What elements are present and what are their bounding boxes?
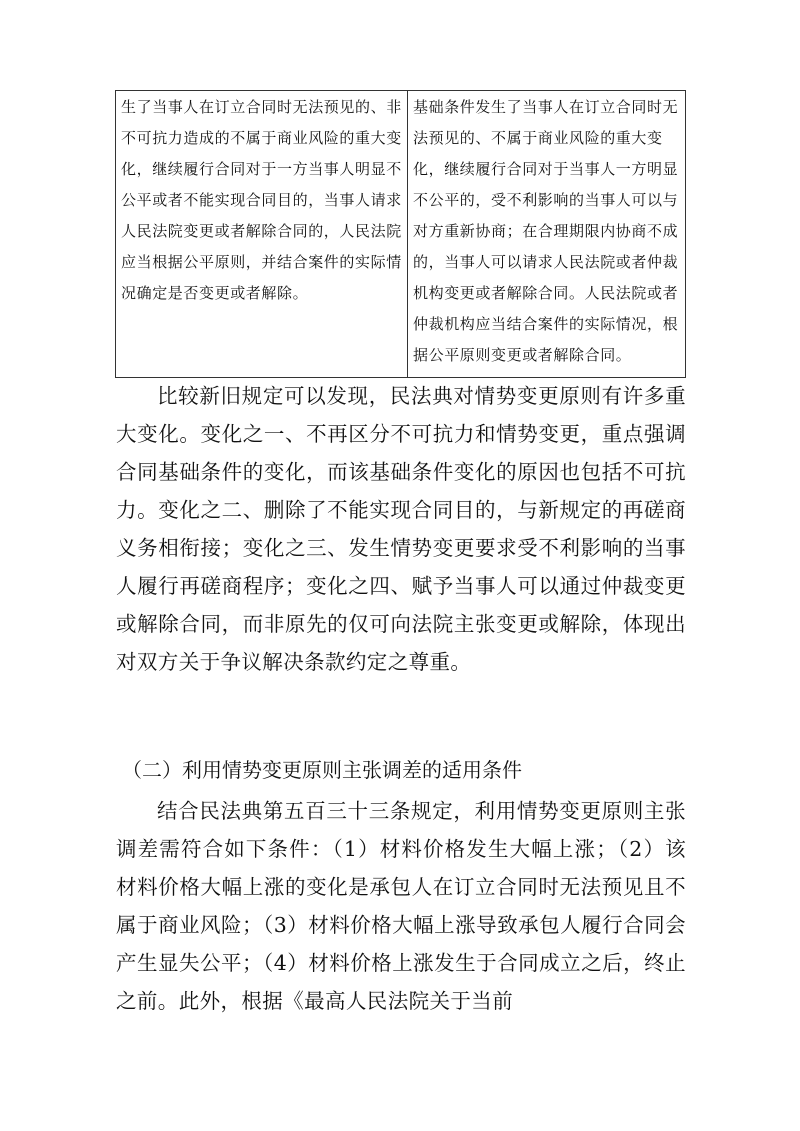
new-rule-text: 基础条件发生了当事人在订立合同时无法预见的、不属于商业风险的重大变化，继续履行合同对于当事人一方明显不公平的，受不利影响的当事人可以与对方重新协商；在合理期限内协商不成的，当事人可以请求人民法院或者仲裁机构变更或者解除合同。人民法院或者仲裁机构应当结合案件的实际情况，根据公平原则变更或者解除合同。 xyxy=(413,98,679,364)
new-rule-cell xyxy=(408,91,686,378)
old-rule-cell xyxy=(116,91,408,378)
rule-comparison-table xyxy=(115,90,686,378)
comparison-paragraph: 比较新旧规定可以发现，民法典对情势变更原则有许多重大变化。变化之一、不再区分不可抗力和情势变更，重点强调合同基础条件的变化，而该基础条件变化的原因也包括不可抗力。变化之二、删除了不能实现合同目的，与新规定的再磋商义务相衔接；变化之三、发生情势变更要求受不利影响的当事人履行再磋商程序；变化之四、赋予当事人可以通过仲裁变更或解除合同，而非原先的仅可向法院主张变更或解除，体现出对双方关于争议解决条款约定之尊重。 xyxy=(116,384,686,674)
conditions-paragraph: 结合民法典第五百三十三条规定，利用情势变更原则主张调差需符合如下条件：（1）材料价格发生大幅上涨；（2）该材料价格大幅上涨的变化是承包人在订立合同时无法预见且不属于商业风险；（3）材料价格大幅上涨导致承包人履行合同会产生显失公平；（4）材料价格上涨发生于合同成立之后，终止之前。此外，根据《最高人民法院关于当前 xyxy=(116,799,686,1013)
section-heading: （二）利用情势变更原则主张调差的适用条件 xyxy=(122,758,522,782)
old-rule-text: 生了当事人在订立合同时无法预见的、非不可抗力造成的不属于商业风险的重大变化，继续履行合同对于一方当事人明显不公平或者不能实现合同目的，当事人请求人民法院变更或者解除合同的，人民法院应当根据公平原则，并结合案件的实际情况确定是否变更或者解除。 xyxy=(121,98,402,302)
table-row xyxy=(116,91,686,378)
